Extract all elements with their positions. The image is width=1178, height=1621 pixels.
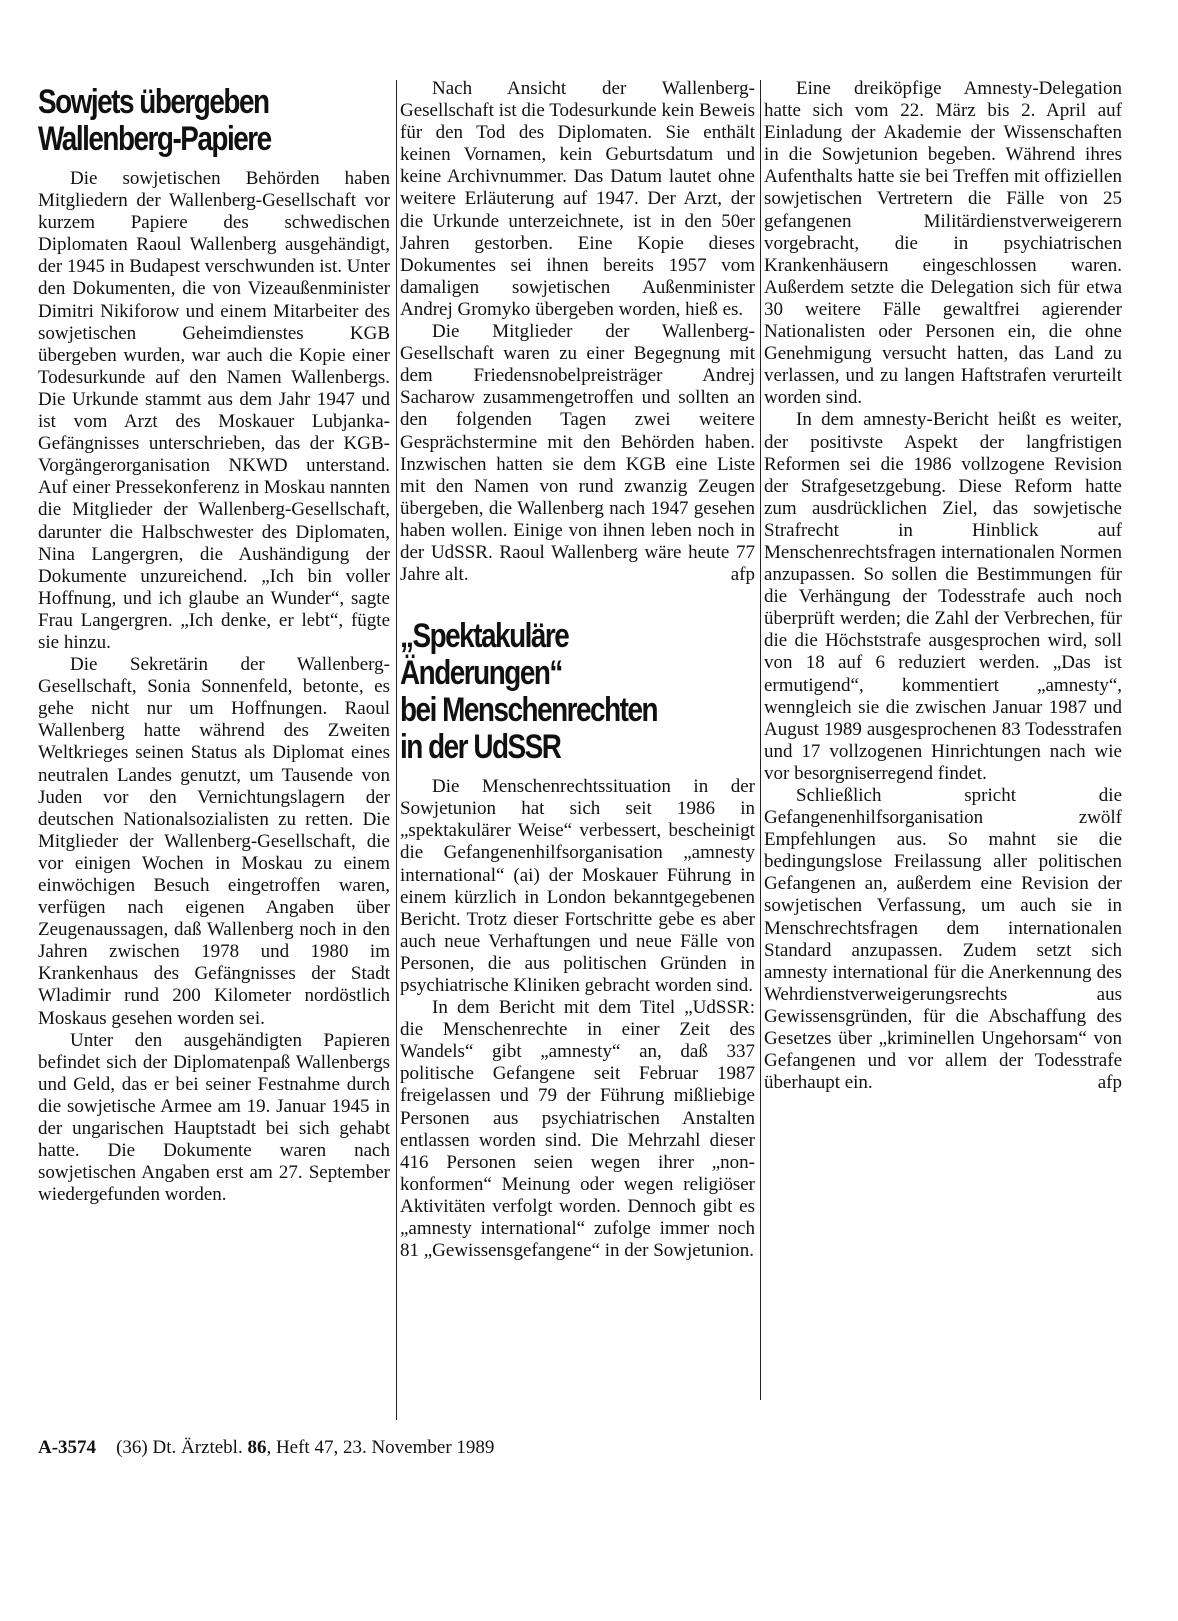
article2-credit: afp <box>1097 1072 1122 1094</box>
page-number: A-3574 <box>38 1437 97 1458</box>
article1-headline <box>38 84 390 158</box>
headline-line: „Spektakuläre <box>400 617 569 656</box>
article1-credit: afp <box>730 564 755 586</box>
article1-paragraph: Unter den ausgehändigten Papieren befindet sich der Diplomatenpaß Wallenbergs und Geld, das er bei seiner Festnahme durch die sowjetische Armee am 19. Januar 1945 in der ungarischen Hauptstadt bei sich gehabt hatte. Die Dokumente waren nach sowjetischen Angaben erst am 27. September wiedergefunden worden. <box>38 1029 390 1206</box>
article2-paragraph: In dem amnesty-Bericht heißt es weiter, der positivste Aspekt der langfristigen Reformen sei die 1986 vollzogene Revision der Strafgesetzgebung. Diese Reform hatte zum ausdrücklichen Ziel, das sowjetische Strafrecht in Hinblick auf Menschenrechtsfragen internationalen Normen anzupassen. So sollen die Bestimmungen für die Verhängung der Todesstrafe auch noch überprüft werden; die Zahl der Verbrechen, für die die Höchststrafe ausgesprochen wird, soll von 18 auf 6 reduziert werden. „Das ist ermutigend“, kommentiert „amnesty“, wenngleich sie die zwischen Januar 1987 und August 1989 ausgesprochenen 83 Todesstrafen und 17 vollzogenen Hinrichtungen nach wie vor besorgniserregend findet. <box>764 409 1122 784</box>
article1-paragraph: Die sowjetischen Behörden haben Mitgliedern der Wallenberg-Gesellschaft vor kurzem Papiere des schwedischen Diplomaten Raoul Wallenberg ausgehändigt, der 1945 in Budapest verschwunden ist. Unter den Dokumenten, die von Vizeaußenminister Dimitri Nikiforow und einem Mitarbeiter des sowjetischen Geheimdienstes KGB übergeben wurden, war auch die Kopie einer Todesurkunde auf den Namen Wallenbergs. Die Urkunde stammt aus dem Jahr 1947 und ist vom Arzt des Moskauer Lubjanka-Gefängnisses unterschrieben, das der KGB-Vorgängerorganisation NKWD unterstand. Auf einer Pressekonferenz in Moskau nannten die Mitglieder der Wallenberg-Gesellschaft, darunter die Halbschwester des Diplomaten, Nina Langergren, die Aushändigung der Dokumente unzureichend. „Ich bin voller Hoffnung, und ich glaube an Wunder“, sagte Frau Langergren. „Ich denke, er lebt“, fügte sie hinzu. <box>38 168 390 653</box>
column-2 <box>400 78 755 1262</box>
article1-paragraph: Nach Ansicht der Wallenberg-Gesellschaft ist die Todesurkunde kein Beweis für den Tod des Diplomaten. Sie enthält keinen Vornamen, kein Geburtsdatum und keine Archivnummer. Das Datum lautet ohne weitere Erläuterung auf 1947. Der Arzt, der die Urkunde unterzeichnete, ist in den 50er Jahren gestorben. Eine Kopie dieses Dokumentes sei ihnen bereits 1957 vom damaligen sowjetischen Außenminister Andrej Gromyko übergeben worden, hieß es. <box>400 78 755 320</box>
column-3 <box>764 78 1122 1094</box>
article2-paragraph-text: Schließlich spricht die Gefangenenhilfsorganisation zwölf Empfehlungen aus. So mahnt sie die bedingungslose Freilassung aller politischen Gefangenen an, außerdem eine Revision der sowjetischen Verfassung, um auch sie in Menschrechtsfragen dem internationalen Standard anzupassen. Zudem setzt sich amnesty international für die Anerkennung des Wehrdienstverweigerungsrechts aus Gewissensgründen, für die Abschaffung des Gesetzes über „kriminellen Ungehorsam“ von Gefangenen und vor allem der Todesstrafe überhaupt ein. <box>764 785 1122 1094</box>
column-divider <box>760 80 761 1400</box>
headline-line: bei Menschenrechten <box>400 691 658 730</box>
issue-date: , Heft 47, 23. November 1989 <box>266 1437 495 1458</box>
column-divider <box>396 80 397 1420</box>
journal-reference: (36) Dt. Ärztebl. <box>116 1437 243 1458</box>
volume-number: 86 <box>247 1437 267 1458</box>
article2-paragraph: In dem Bericht mit dem Titel „UdSSR: die Menschenrechte in einer Zeit des Wandels“ gibt „amnesty“ an, daß 337 politische Gefangene seit Februar 1987 freigelassen und 79 der Führung mißliebige Personen aus psychiatrischen Anstalten entlassen worden sind. Die Mehrzahl dieser 416 Personen seien wegen ihrer „non-konformen“ Meinung oder wegen religiöser Aktivitäten verfolgt worden. Dennoch gibt es „amnesty international“ zufolge immer noch 81 „Gewissensgefangene“ in der Sowjetunion. <box>400 997 755 1262</box>
article2-paragraph: Die Menschenrechtssituation in der Sowjetunion hat sich seit 1986 in „spektakulärer Weise“ verbessert, bescheinigt die Gefangenenhilfsorganisation „amnesty international“ (ai) der Moskauer Führung in einem kürzlich in London bekanntgegebenen Bericht. Trotz dieser Fortschritte gebe es aber auch neue Verhaftungen und neue Fälle von Personen, die aus politischen Gründen in psychiatrische Kliniken gebracht worden sind. <box>400 776 755 996</box>
article2-paragraph: Eine dreiköpfige Amnesty-Delegation hatte sich vom 22. März bis 2. April auf Einladung der Akademie der Wissenschaften in die Sowjetunion begeben. Während ihres Aufenthalts hatte sie bei Treffen mit offiziellen sowjetischen Vertretern die Fälle von 25 gefangenen Militärdienstverweigerern vorgebracht, die in psychiatrischen Krankenhäusern eingeschlossen waren. Außerdem setzte die Delegation sich für etwa 30 weitere Fälle gewaltfrei agierender Nationalisten oder Personen ein, die ohne Genehmigung versucht hatten, das Land zu verlassen, und zu langen Haftstrafen verurteilt worden sind. <box>764 78 1122 409</box>
headline-line: Änderungen“ <box>400 654 562 693</box>
article2-headline <box>400 618 755 766</box>
page-footer <box>38 1437 494 1459</box>
column-1 <box>38 78 390 1206</box>
article1-paragraph-final <box>400 321 755 586</box>
article1-paragraph-text: Die Mitglieder der Wallenberg-Gesellschaft waren zu einer Begegnung mit dem Friedensnobelpreisträger Andrej Sacharow zusammengetroffen und sollten an den folgenden Tagen zwei weitere Gesprächstermine mit den Behörden haben. Inzwischen hatten sie dem KGB eine Liste mit den Namen von rund zwanzig Zeugen übergeben, die Wallenberg nach 1947 gesehen haben wollen. Einige von ihnen leben noch in der UdSSR. Raoul Wallenberg wäre heute 77 Jahre alt. <box>400 321 755 586</box>
headline-line: in der UdSSR <box>400 728 561 767</box>
article1-paragraph: Die Sekretärin der Wallenberg-Gesellschaft, Sonia Sonnenfeld, betonte, es gehe nicht nur um Hoffnungen. Raoul Wallenberg hatte während des Zweiten Weltkrieges seinen Status als Diplomat eines neutralen Landes genutzt, um Tausende von Juden vor den Vernichtungslagern der deutschen Nationalsozialisten zu retten. Die Mitglieder der Wallenberg-Gesellschaft, die vor einigen Wochen in Moskau zu einem einwöchigen Besuch eingetroffen waren, verfügen nach eigenen Angaben über Zeugenaussagen, daß Wallenberg noch in den Jahren zwischen 1978 und 1980 im Krankenhaus des Gefängnisses der Stadt Wladimir rund 200 Kilometer nordöstlich Moskaus gesehen worden sei. <box>38 654 390 1029</box>
article2-paragraph-final <box>764 785 1122 1094</box>
headline-line: Sowjets übergeben <box>38 83 269 121</box>
headline-line: Wallenberg-Papiere <box>38 120 271 158</box>
spacer <box>400 586 755 612</box>
